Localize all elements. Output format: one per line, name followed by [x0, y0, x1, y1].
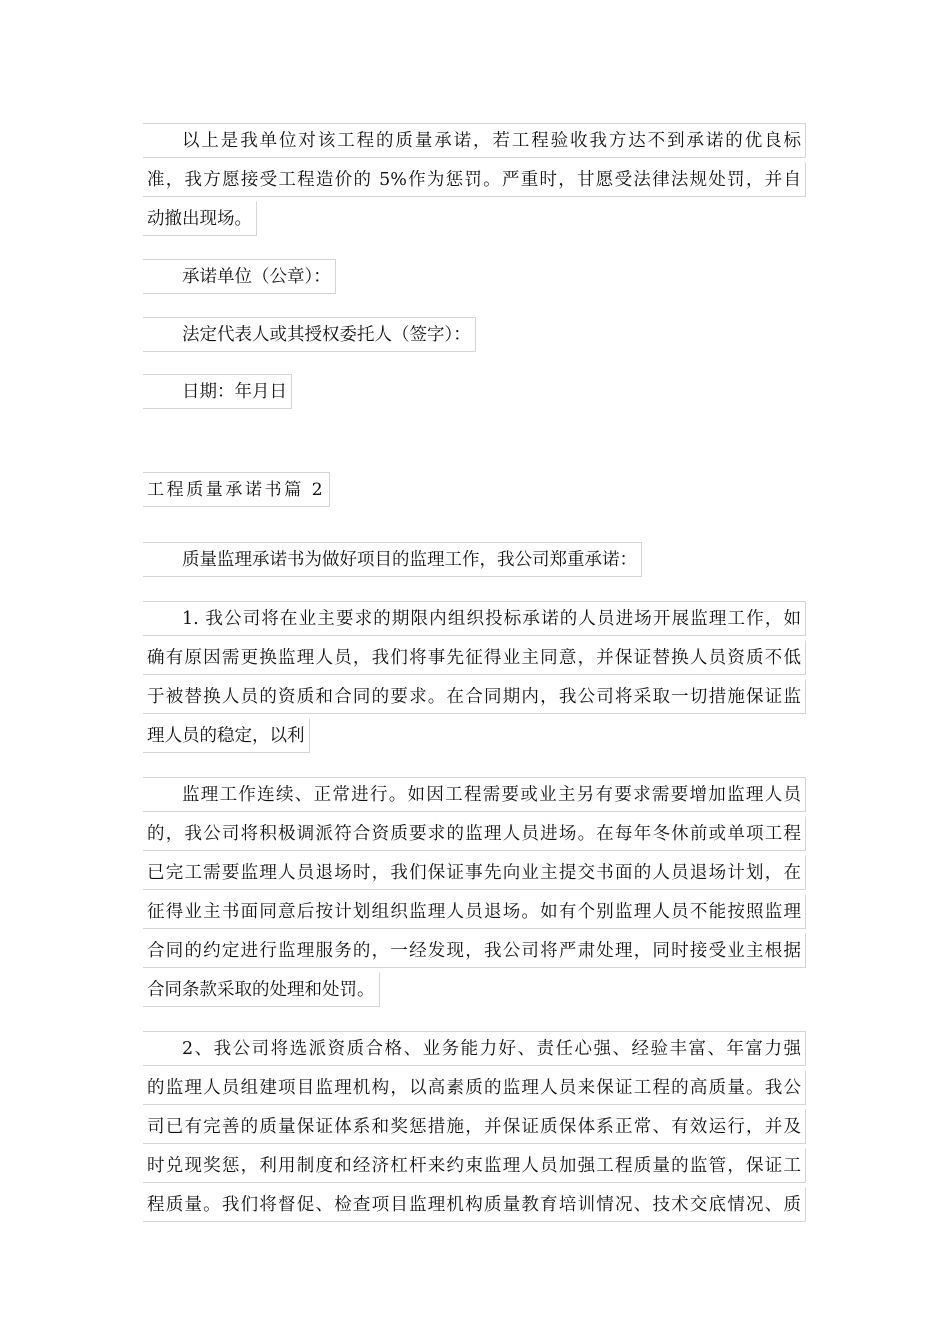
paragraph-line: 司已有完善的质量保证体系和奖惩措施，并保证质保体系正常、有效运行，并及 — [143, 1109, 806, 1144]
paragraph-line: 质量监理承诺书为做好项目的监理工作，我公司郑重承诺： — [143, 542, 642, 577]
paragraph-line: 1. 我公司将在业主要求的期限内组织投标承诺的人员进场开展监理工作，如 — [143, 601, 806, 636]
paragraph-line: 已完工需要监理人员退场时，我们保证事先向业主提交书面的人员退场计划，在 — [143, 855, 806, 890]
paragraph-line: 监理工作连续、正常进行。如因工程需要或业主另有要求需要增加监理人员 — [143, 777, 806, 812]
paragraph-line: 理人员的稳定，以利 — [143, 718, 310, 753]
sign-unit-line: 承诺单位（公章）： — [143, 259, 336, 294]
paragraph-line: 确有原因需更换监理人员，我们将事先征得业主同意，并保证替换人员资质不低 — [143, 640, 806, 675]
paragraph-line: 合同的约定进行监理服务的，一经发现，我公司将严肃处理，同时接受业主根据 — [143, 933, 806, 968]
paragraph-line: 合同条款采取的处理和处罚。 — [143, 972, 380, 1007]
section-heading: 工程质量承诺书篇 2 — [143, 472, 330, 507]
paragraph-line: 准，我方愿接受工程造价的 5%作为惩罚。严重时，甘愿受法律法规处罚，并自 — [143, 162, 806, 197]
paragraph-line: 2、我公司将选派资质合格、业务能力好、责任心强、经验丰富、年富力强 — [143, 1031, 806, 1066]
paragraph-line: 征得业主书面同意后按计划组织监理人员退场。如有个别监理人员不能按照监理 — [143, 894, 806, 929]
paragraph-line: 程质量。我们将督促、检查项目监理机构质量教育培训情况、技术交底情况、质 — [143, 1187, 806, 1222]
paragraph-line: 以上是我单位对该工程的质量承诺，若工程验收我方达不到承诺的优良标 — [143, 123, 806, 158]
paragraph-line: 动撤出现场。 — [143, 201, 257, 236]
paragraph-line: 于被替换人员的资质和合同的要求。在合同期内，我公司将采取一切措施保证监 — [143, 679, 806, 714]
sign-date-line: 日期：年月日 — [143, 374, 292, 409]
paragraph-line: 的，我公司将积极调派符合资质要求的监理人员进场。在每年冬休前或单项工程 — [143, 816, 806, 851]
paragraph-line: 时兑现奖惩，利用制度和经济杠杆来约束监理人员加强工程质量的监管，保证工 — [143, 1148, 806, 1183]
paragraph-line: 的监理人员组建项目监理机构，以高素质的监理人员来保证工程的高质量。我公 — [143, 1070, 806, 1105]
sign-representative-line: 法定代表人或其授权委托人（签字）： — [143, 317, 476, 352]
